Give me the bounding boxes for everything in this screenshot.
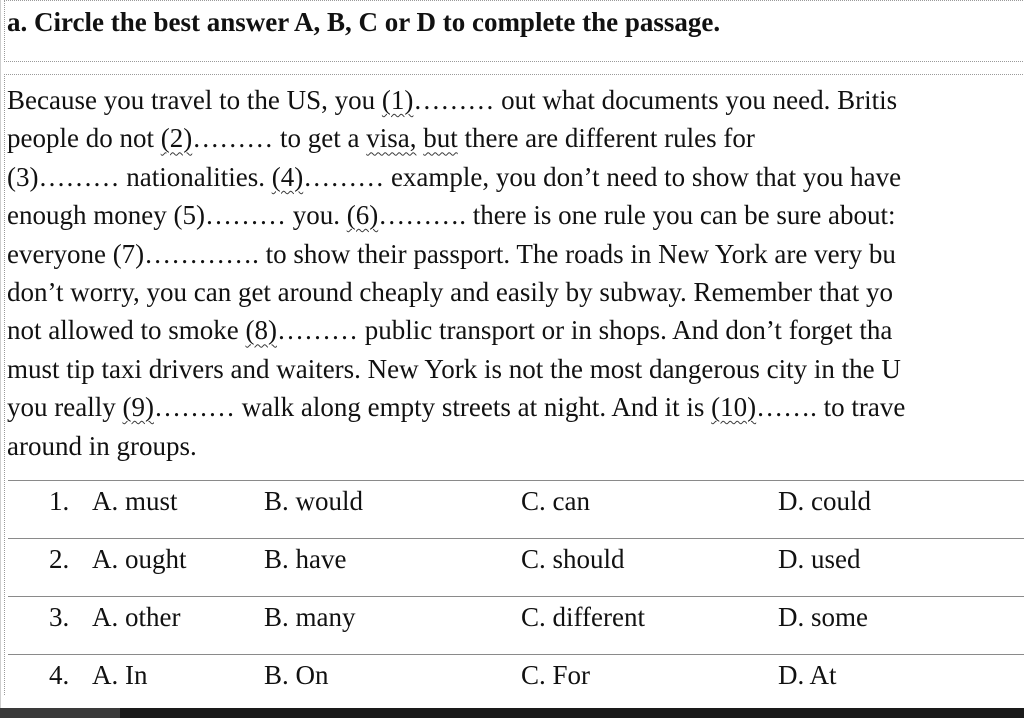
question-number: 3. bbox=[49, 602, 70, 632]
passage-line bbox=[7, 158, 905, 196]
passage-segment: there are different rules for bbox=[457, 123, 755, 154]
passage-segment: ……… to get a bbox=[192, 123, 367, 154]
question-cell bbox=[8, 481, 1024, 539]
passage-line bbox=[7, 235, 905, 273]
passage-segment: must tip taxi drivers and waiters. New York is not the most dangerous city in the U bbox=[7, 353, 901, 384]
passage-line bbox=[7, 350, 905, 388]
question-cell bbox=[8, 539, 1024, 597]
question-options bbox=[8, 481, 1024, 538]
passage-segment: around in groups. bbox=[7, 430, 197, 461]
question-number: 1. bbox=[49, 486, 70, 516]
passage-segment: don’t worry, you can get around cheaply and easily by subway. Remember that yo bbox=[7, 276, 894, 307]
underlined-word: visa, bbox=[366, 123, 417, 154]
passage-line bbox=[7, 388, 905, 426]
passage-segment: ……… example, you don’t need to show that you have bbox=[303, 161, 902, 192]
option-d[interactable]: D. At bbox=[778, 660, 837, 690]
passage-line bbox=[7, 119, 905, 157]
question-cell bbox=[8, 597, 1024, 655]
question-row bbox=[8, 481, 1024, 539]
instruction-heading: a. Circle the best answer A, B, C or D to complete the passage. bbox=[7, 7, 721, 37]
passage-segment: you really bbox=[7, 392, 123, 423]
option-a[interactable]: A. ought bbox=[92, 544, 187, 574]
option-c[interactable]: C. For bbox=[521, 660, 591, 690]
question-row bbox=[8, 539, 1024, 597]
passage-segment: ……. to trave bbox=[756, 392, 906, 423]
instruction-box bbox=[4, 0, 1024, 62]
question-options bbox=[8, 597, 1024, 654]
option-d[interactable]: D. some bbox=[778, 602, 868, 632]
passage-segment: everyone (7)…………. to show their passport. The roads in New York are very bu bbox=[7, 238, 896, 269]
passage-segment: enough money (5)……… you. bbox=[7, 200, 347, 231]
passage-segment: ……… walk along empty streets at night. And it is bbox=[153, 392, 712, 423]
option-d[interactable]: D. used bbox=[778, 544, 861, 574]
passage-segment: not allowed to smoke bbox=[7, 315, 246, 346]
underlined-word: (4) bbox=[271, 161, 304, 192]
question-number: 4. bbox=[49, 660, 70, 690]
underlined-word: (9) bbox=[122, 392, 154, 423]
option-a[interactable]: A. must bbox=[92, 486, 178, 516]
option-d[interactable]: D. could bbox=[778, 486, 871, 516]
question-number: 2. bbox=[49, 544, 70, 574]
option-b[interactable]: B. many bbox=[264, 602, 356, 632]
underlined-word: (6) bbox=[346, 200, 379, 231]
passage-segment: (3)……… nationalities. bbox=[7, 161, 272, 192]
passage-segment: ………. there is one rule you can be sure about: bbox=[378, 200, 896, 231]
passage-line bbox=[7, 273, 905, 311]
answer-options-table bbox=[8, 480, 1024, 713]
passage-line bbox=[7, 427, 905, 465]
underlined-word: (1) bbox=[381, 85, 414, 115]
question-options bbox=[8, 655, 1024, 712]
passage-text bbox=[7, 81, 905, 465]
option-b[interactable]: B. On bbox=[264, 660, 329, 690]
underlined-word: but bbox=[423, 123, 458, 154]
passage-segment: people do not bbox=[7, 123, 161, 154]
question-row bbox=[8, 597, 1024, 655]
window-bottom-bar bbox=[0, 708, 1024, 718]
passage-line bbox=[7, 81, 905, 119]
question-row bbox=[8, 655, 1024, 713]
underlined-word: (8) bbox=[245, 315, 277, 346]
underlined-word: (10) bbox=[711, 392, 757, 423]
passage-line bbox=[7, 196, 905, 234]
page-edge bbox=[0, 0, 1, 708]
option-c[interactable]: C. can bbox=[521, 486, 590, 516]
option-a[interactable]: A. other bbox=[92, 602, 181, 632]
question-cell bbox=[8, 655, 1024, 713]
passage-segment: ……… public transport or in shops. And don’t forget tha bbox=[276, 315, 893, 346]
option-a[interactable]: A. In bbox=[92, 660, 148, 690]
option-c[interactable]: C. should bbox=[521, 544, 625, 574]
underlined-word: (2) bbox=[160, 123, 193, 154]
passage-line bbox=[7, 311, 905, 349]
passage-segment: ……… out what documents you need. Britis bbox=[413, 85, 898, 115]
option-b[interactable]: B. would bbox=[264, 486, 364, 516]
passage-segment: Because you travel to the US, you bbox=[7, 85, 382, 115]
option-b[interactable]: B. have bbox=[264, 544, 347, 574]
option-c[interactable]: C. different bbox=[521, 602, 645, 632]
window-bottom-bar-segment bbox=[0, 708, 120, 718]
question-options bbox=[8, 539, 1024, 596]
